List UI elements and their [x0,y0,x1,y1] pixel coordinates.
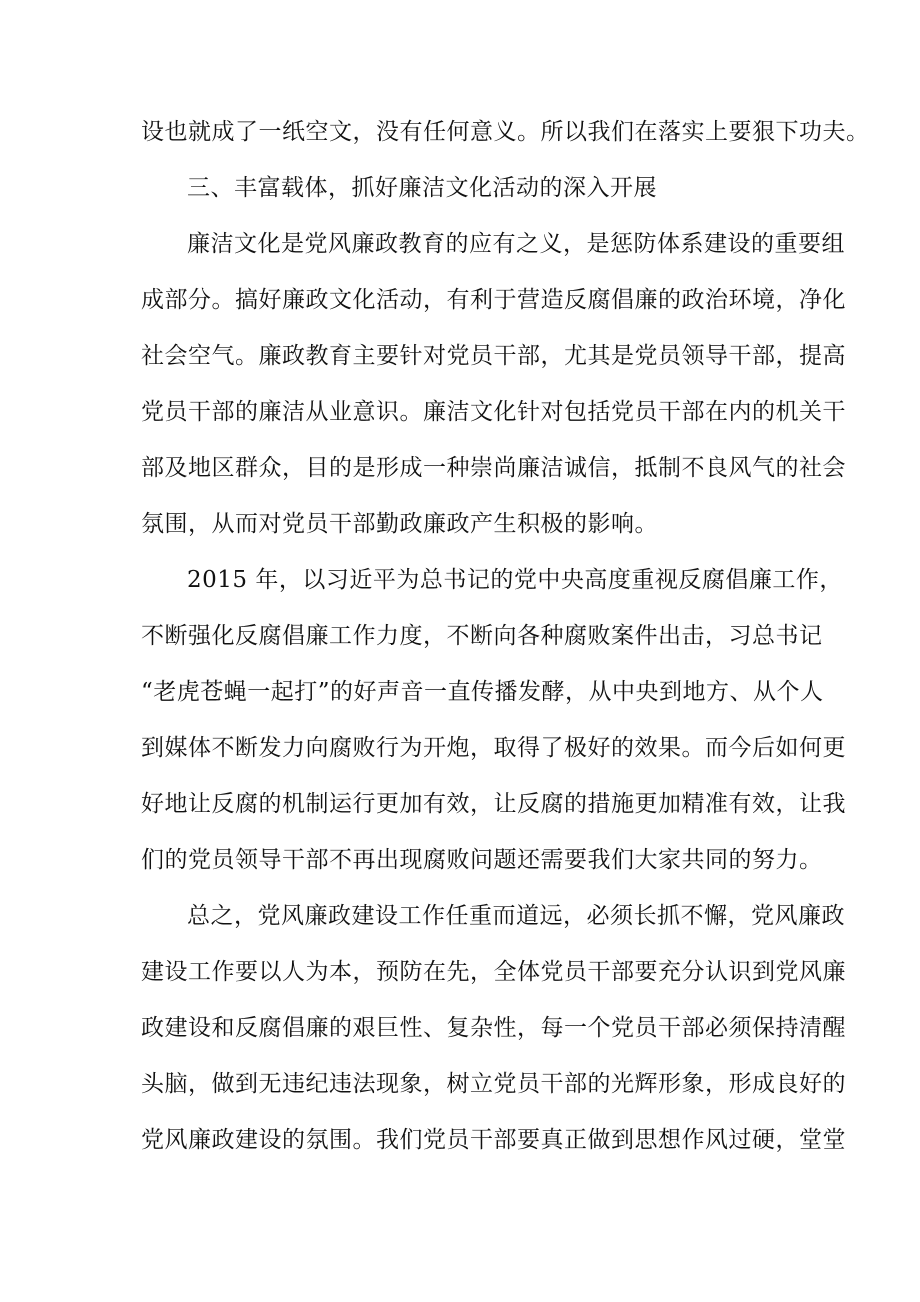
section-heading: 三、丰富载体，抓好廉洁文化活动的深入开展 [187,175,657,201]
text-line: 部及地区群众，目的是形成一种崇尚廉洁诚信，抵制不良风气的社会 [141,455,846,481]
text-line: 党风廉政建设的氛围。我们党员干部要真正做到思想作风过硬，堂堂 [141,1127,846,1153]
text-line: 廉洁文化是党风廉政教育的应有之义，是惩防体系建设的重要组 [187,231,845,257]
text-line: 总之，党风廉政建设工作任重而道远，必须长抓不懈，党风廉政 [187,903,845,929]
text-line: 2015 年，以习近平为总书记的党中央高度重视反腐倡廉工作， [187,567,843,593]
body-text [141,104,870,1168]
text-line: 到媒体不断发力向腐败行为开炮，取得了极好的效果。而今后如何更 [141,735,846,761]
text-line: 好地让反腐的机制运行更加有效，让反腐的措施更加精准有效，让我 [141,791,846,817]
text-line: 党员干部的廉洁从业意识。廉洁文化针对包括党员干部在内的机关干 [141,399,846,425]
text-line: 政建设和反腐倡廉的艰巨性、复杂性，每一个党员干部必须保持清醒 [141,1015,846,1041]
text-line: 社会空气。廉政教育主要针对党员干部，尤其是党员领导干部，提高 [141,343,846,369]
text-line: 氛围，从而对党员干部勤政廉政产生积极的影响。 [141,511,658,537]
text-line: 们的党员领导干部不再出现腐败问题还需要我们大家共同的努力。 [141,847,823,873]
text-line: 不断强化反腐倡廉工作力度，不断向各种腐败案件出击，习总书记 [141,623,823,649]
text-line: 设也就成了一纸空文，没有任何意义。所以我们在落实上要狠下功夫。 [141,119,870,145]
text-line: 头脑，做到无违纪违法现象，树立党员干部的光辉形象，形成良好的 [141,1071,846,1097]
text-line: 成部分。搞好廉政文化活动，有利于营造反腐倡廉的政治环境，净化 [141,287,846,313]
text-line: 建设工作要以人为本，预防在先，全体党员干部要充分认识到党风廉 [141,959,846,985]
text-line: “老虎苍蝇一起打”的好声音一直传播发酵，从中央到地方、从个人 [141,679,824,705]
